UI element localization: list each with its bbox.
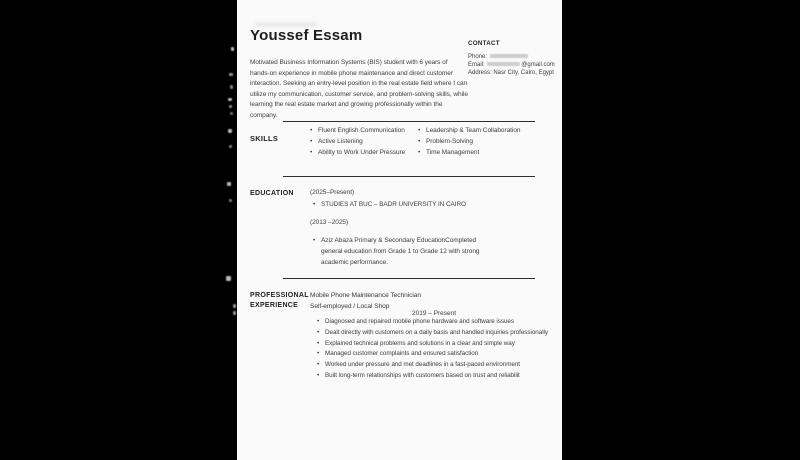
- resume-name: Youssef Essam: [250, 27, 363, 44]
- skill-item: • Leadership & Team Collaboration: [418, 126, 520, 137]
- clipped-text-fragment: [233, 304, 236, 308]
- skills-heading: SKILLS: [250, 134, 279, 143]
- clipped-text-fragment: [231, 47, 234, 51]
- skill-item: • Ability to Work Under Pressure: [310, 148, 405, 159]
- skill-item: • Fluent English Communication: [310, 126, 405, 137]
- experience-bullet: • Dealt directly with customers on a daily basis and handled inquiries professionally: [317, 328, 559, 339]
- section-divider: [283, 121, 535, 122]
- contact-address-line: Address: Nasr City, Cairo, Egypt: [468, 70, 554, 77]
- experience-bullet-list: [317, 317, 559, 382]
- experience-bullet: • Managed customer complaints and ensured satisfaction: [317, 349, 559, 360]
- email-label: Email:: [468, 62, 485, 69]
- skill-item: • Active Listening: [310, 137, 405, 148]
- contact-email-line: [468, 61, 560, 69]
- email-domain: @gmail.com: [521, 62, 555, 69]
- clipped-text-fragment: [229, 145, 232, 148]
- clipped-text-fragment: [229, 105, 232, 108]
- employer: Self-employed / Local Shop: [310, 303, 390, 310]
- clipped-text-fragment: [228, 129, 232, 133]
- clipped-text-fragment: [230, 85, 233, 89]
- skills-column-2: [418, 126, 520, 158]
- education-period: (2013 –2025): [310, 219, 349, 226]
- experience-bullet: • Worked under pressure and met deadlines in a fast-paced environment: [317, 360, 559, 371]
- experience-heading-line2: EXPERIENCE: [250, 302, 299, 309]
- redacted-email-user: [487, 62, 520, 67]
- clipped-text-fragment: [228, 98, 232, 101]
- employment-period: 2019 – Present: [412, 310, 457, 317]
- clipped-text-fragment: [230, 112, 233, 115]
- clipped-text-fragment: [226, 276, 231, 281]
- phone-label: Phone:: [468, 54, 488, 60]
- skills-column-1: [310, 126, 405, 158]
- education-entry: • Aziz Abaza Primary & Secondary EducationCompleted general education from Grade 1 to Grade 12 with strong academic performance.: [313, 236, 481, 268]
- redacted-phone-number: [490, 54, 528, 59]
- job-title: Mobile Phone Maintenance Technician: [310, 292, 422, 299]
- resume-page: [237, 0, 562, 460]
- section-divider: [283, 176, 535, 177]
- experience-bullet: • Explained technical problems and solutions in a clear and simple way: [317, 339, 559, 350]
- skill-item: • Problem-Solving: [418, 137, 520, 148]
- section-divider: [283, 278, 535, 279]
- clipped-text-fragment: [227, 182, 231, 186]
- experience-bullet: • Built long-term relationships with customers based on trust and reliabilit: [317, 371, 559, 382]
- contact-heading: CONTACT: [468, 40, 500, 47]
- education-period: (2025–Present): [310, 189, 355, 196]
- experience-bullet: • Diagnosed and repaired mobile phone hardware and software issues: [317, 317, 559, 328]
- clipped-text-fragment: [229, 73, 233, 76]
- experience-heading: [250, 291, 308, 311]
- clipped-text-fragment: [229, 199, 232, 202]
- skill-item: • Time Management: [418, 148, 520, 159]
- contact-section: [468, 40, 560, 78]
- education-entry: • STUDIES AT BUC – BADR UNIVERSITY IN CAIRO: [313, 201, 521, 208]
- summary-paragraph: Motivated Business Information Systems (BIS) student with 6 years of hands-on experience in mobile phone maintenance and direct customer interaction. Seeking an entry-level position in the real estate field where I can utilize my communication, customer service, and problem-solving skills, while learning the real estate market and growing professionally within the company.: [250, 59, 468, 119]
- contact-phone-line: [468, 53, 560, 61]
- education-heading: EDUCATION: [250, 190, 294, 197]
- experience-heading-line1: PROFESSIONAL: [250, 292, 309, 299]
- clipped-text-fragment: [233, 311, 236, 315]
